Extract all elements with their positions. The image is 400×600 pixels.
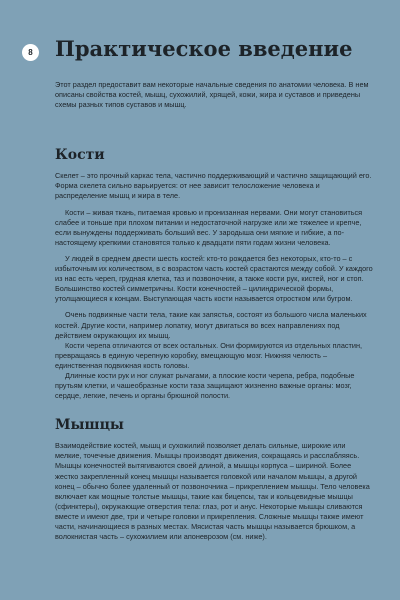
bones-paragraph-1: Скелет – это прочный каркас тела, частично поддерживающий и частично защищающий его. Форма скелета сильно варьируется: от нее зависит телосложение человека и распределение мышц и жира в теле. (55, 171, 372, 201)
page-body (55, 80, 373, 542)
page-number-badge: 8 (22, 44, 39, 61)
section-muscles (55, 416, 373, 542)
bones-paragraph-4: Очень подвижные части тела, такие как запястья, состоят из большого числа маленьких костей. Другие кости, например лопатку, могут двигаться во всех направлениях под действием окружающих их мышц. (55, 310, 367, 340)
bones-paragraph-5: Кости черепа отличаются от всех остальных. Они формируются из отдельных пластин, превращаясь в единую черепную коробку, вмещающую мозг. Нижняя челюсть – единственная подвижная кость головы. (55, 340, 362, 370)
intro-paragraph: Этот раздел предоставит вам некоторые начальные сведения по анатомии человека. В нем описаны свойства костей, мышц, сухожилий, хрящей, кожи, жира и суставов и приведены схемы разных типов суставов и мышц. (55, 80, 369, 110)
section-bones (55, 146, 373, 401)
bones-paragraph-2: Кости – живая ткань, питаемая кровью и пронизанная нервами. Они могут становиться слабее и тоньше при плохом питании и недостаточной нагрузке или же тяжелее и крепче, если вынуждены поддерживать больший вес. У зародыша они мягкие и гибкие, а по-настоящему крепкими становятся только к двадцати пяти годам жизни человека. (55, 207, 363, 247)
page-title: Практическое введение (55, 36, 353, 61)
bones-paragraph-6: Длинные кости рук и ног служат рычагами, а плоские кости черепа, ребра, подобные прутьям клетки, и чашеобразные кости таза защищают жизненно важные органы: мозг, сердце, легкие, печень и органы брюшной полости. (55, 370, 355, 401)
bones-paragraph-3: У людей в среднем двести шесть костей: кто-то рождается без некоторых, кто-то – с избыточным их количеством, в с возрастом часть костей срастаются между собой. У каждого из нас есть череп, грудная клетка, таз и позвоночник, а также кости рук, кистей, ног и стоп. Большинство костей симметричны. Кости конечностей – цилиндрической формы, утолщающиеся к концам. Выступающая часть кости называется отростком или бугром. (55, 253, 373, 304)
section-heading-bones: Кости (55, 147, 105, 164)
muscles-paragraph-1: Взаимодействие костей, мышц и сухожилий позволяет делать сильные, широкие или мелкие, точечные движения. Мышцы производят движения, сокращаясь и расслабляясь. Мышцы конечностей вытягиваются своей длиной, а мышцы корпуса – шириной. Более жестко закрепленный конец мышцы называется головкой или началом мышцы, а другой конец – обычно более удаленный от позвоночника – прикреплением мышцы. Тело человека включает как мощные толстые мышцы, такие как бицепсы, так и кольцевидные мышцы (сфинктеры), окружающие отверстия тела: глаз, рот и анус. Некоторые мышцы сливаются вместе и имеют две, три и четыре головки и прикрепления. Сложные мышцы также имеют части, начинающиеся в разных местах. Мясистая часть мышцы называется брюшком, а волокнистая часть – сухожилием или апоневрозом (см. ниже). (55, 441, 370, 542)
section-heading-muscles: Мышцы (55, 417, 124, 434)
